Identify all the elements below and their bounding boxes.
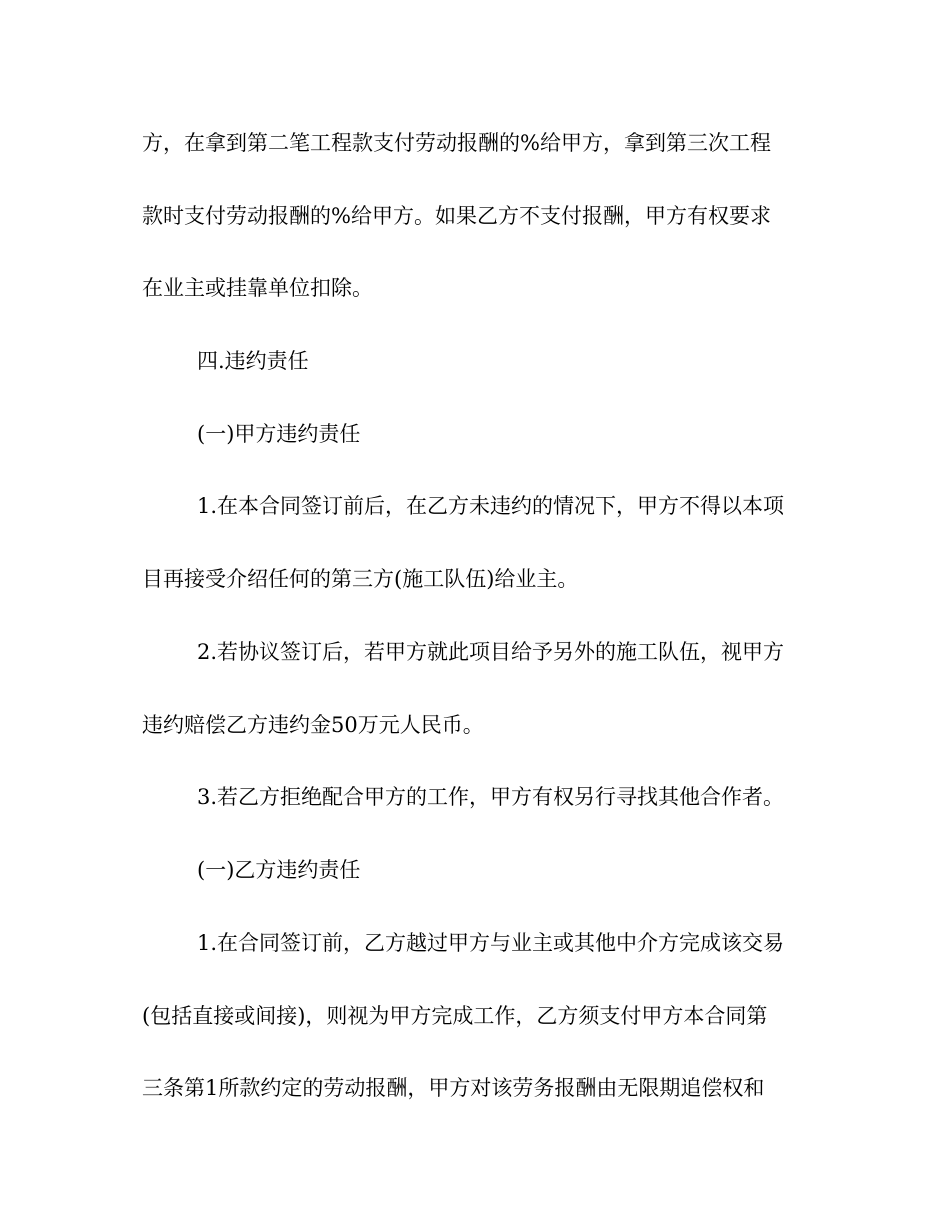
text-line: 1.在合同签订前，乙方越过甲方与业主或其他中介方完成该交易 [197, 931, 785, 955]
text-line: (包括直接或间接)，则视为甲方完成工作，乙方须支付甲方本合同第 [142, 1004, 768, 1028]
subsection-heading: (一)甲方违约责任 [197, 422, 361, 446]
text-line: 违约赔偿乙方违约金50万元人民币。 [142, 713, 484, 737]
text-line: 1.在本合同签订前后，在乙方未违约的情况下，甲方不得以本项 [197, 494, 785, 518]
subsection-heading: (一)乙方违约责任 [197, 858, 361, 882]
text-line: 款时支付劳动报酬的%给甲方。如果乙方不支付报酬，甲方有权要求 [142, 204, 771, 228]
text-line: 2.若协议签订后，若甲方就此项目给予另外的施工队伍，视甲方 [197, 640, 785, 664]
text-line: 方，在拿到第二笔工程款支付劳动报酬的%给甲方，拿到第三次工程 [142, 131, 771, 155]
text-line: 在业主或挂靠单位扣除。 [142, 276, 373, 300]
section-heading: 四.违约责任 [197, 349, 309, 373]
text-line: 3.若乙方拒绝配合甲方的工作，甲方有权另行寻找其他合作者。 [197, 785, 785, 809]
text-line: 三条第1所款约定的劳动报酬，甲方对该劳务报酬由无限期追偿权和 [142, 1076, 765, 1100]
text-line: 目再接受介绍任何的第三方(施工队伍)给业主。 [142, 567, 579, 591]
